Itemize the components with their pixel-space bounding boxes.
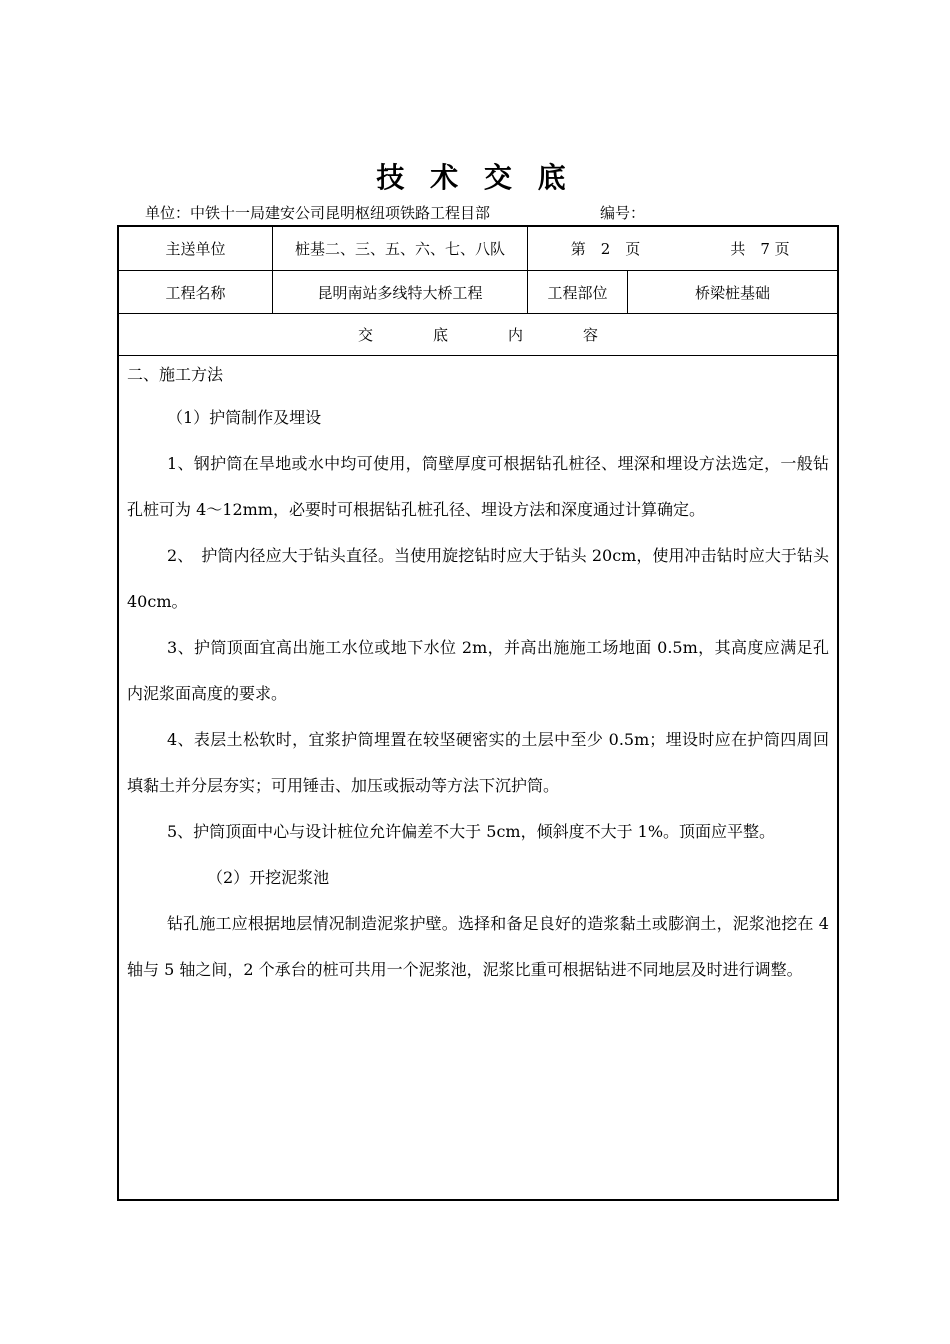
- paragraph: 1、钢护筒在旱地或水中均可使用，筒壁厚度可根据钻孔桩径、埋深和埋设方法选定，一般钻孔桩可为 4～12mm，必要时可根据钻孔桩孔径、埋设方法和深度通过计算确定。: [127, 454, 829, 519]
- project-name-label: 工程名称: [165, 283, 226, 302]
- page-number: 第 2 页: [570, 240, 641, 258]
- project-name-value: 昆明南站多线特大桥工程: [317, 283, 483, 302]
- subsection-title: （1）护筒制作及埋设: [167, 408, 322, 427]
- paragraph: 钻孔施工应根据地层情况制造泥浆护壁。选择和备足良好的造浆黏土或膨润土，泥浆池挖在 4 轴与 5 轴之间，2 个承台的桩可共用一个泥浆池，泥浆比重可根据钻进不同地层及时进行调整。: [127, 914, 829, 979]
- disclosure-content: [127, 355, 829, 993]
- paragraph: 5、护筒顶面中心与设计桩位允许偏差不大于 5cm，倾斜度不大于 1%。顶面应平整。: [167, 822, 776, 841]
- page-total: 共 7 页: [730, 240, 790, 258]
- content-header: 交 底 内 容: [357, 326, 598, 344]
- code-label: 编号：: [600, 204, 646, 222]
- recipient-value: 桩基二、三、五、六、七、八队: [294, 240, 505, 258]
- recipient-label: 主送单位: [165, 240, 226, 258]
- project-part-value: 桥梁桩基础: [694, 283, 770, 302]
- document-title: 技 术 交 底: [376, 161, 574, 194]
- paragraph: 3、护筒顶面宜高出施工水位或地下水位 2m，并高出施施工场地面 0.5m，其高度应满足孔内泥浆面高度的要求。: [127, 638, 829, 703]
- unit-line: 单位：中铁十一局建安公司昆明枢纽项铁路工程目部: [145, 204, 491, 222]
- disclosure-form: [117, 225, 839, 1201]
- paragraph: 2、 护筒内径应大于钻头直径。当使用旋挖钻时应大于钻头 20cm，使用冲击钻时应大于钻头 40cm。: [127, 546, 829, 611]
- section-title: 二、施工方法: [127, 365, 224, 384]
- subsection-title: （2）开挖泥浆池: [207, 868, 330, 887]
- project-part-label: 工程部位: [547, 283, 608, 302]
- paragraph: 4、表层土松软时，宜浆护筒埋置在较坚硬密实的土层中至少 0.5m；埋设时应在护筒四周回填黏土并分层夯实；可用锤击、加压或振动等方法下沉护筒。: [127, 730, 829, 795]
